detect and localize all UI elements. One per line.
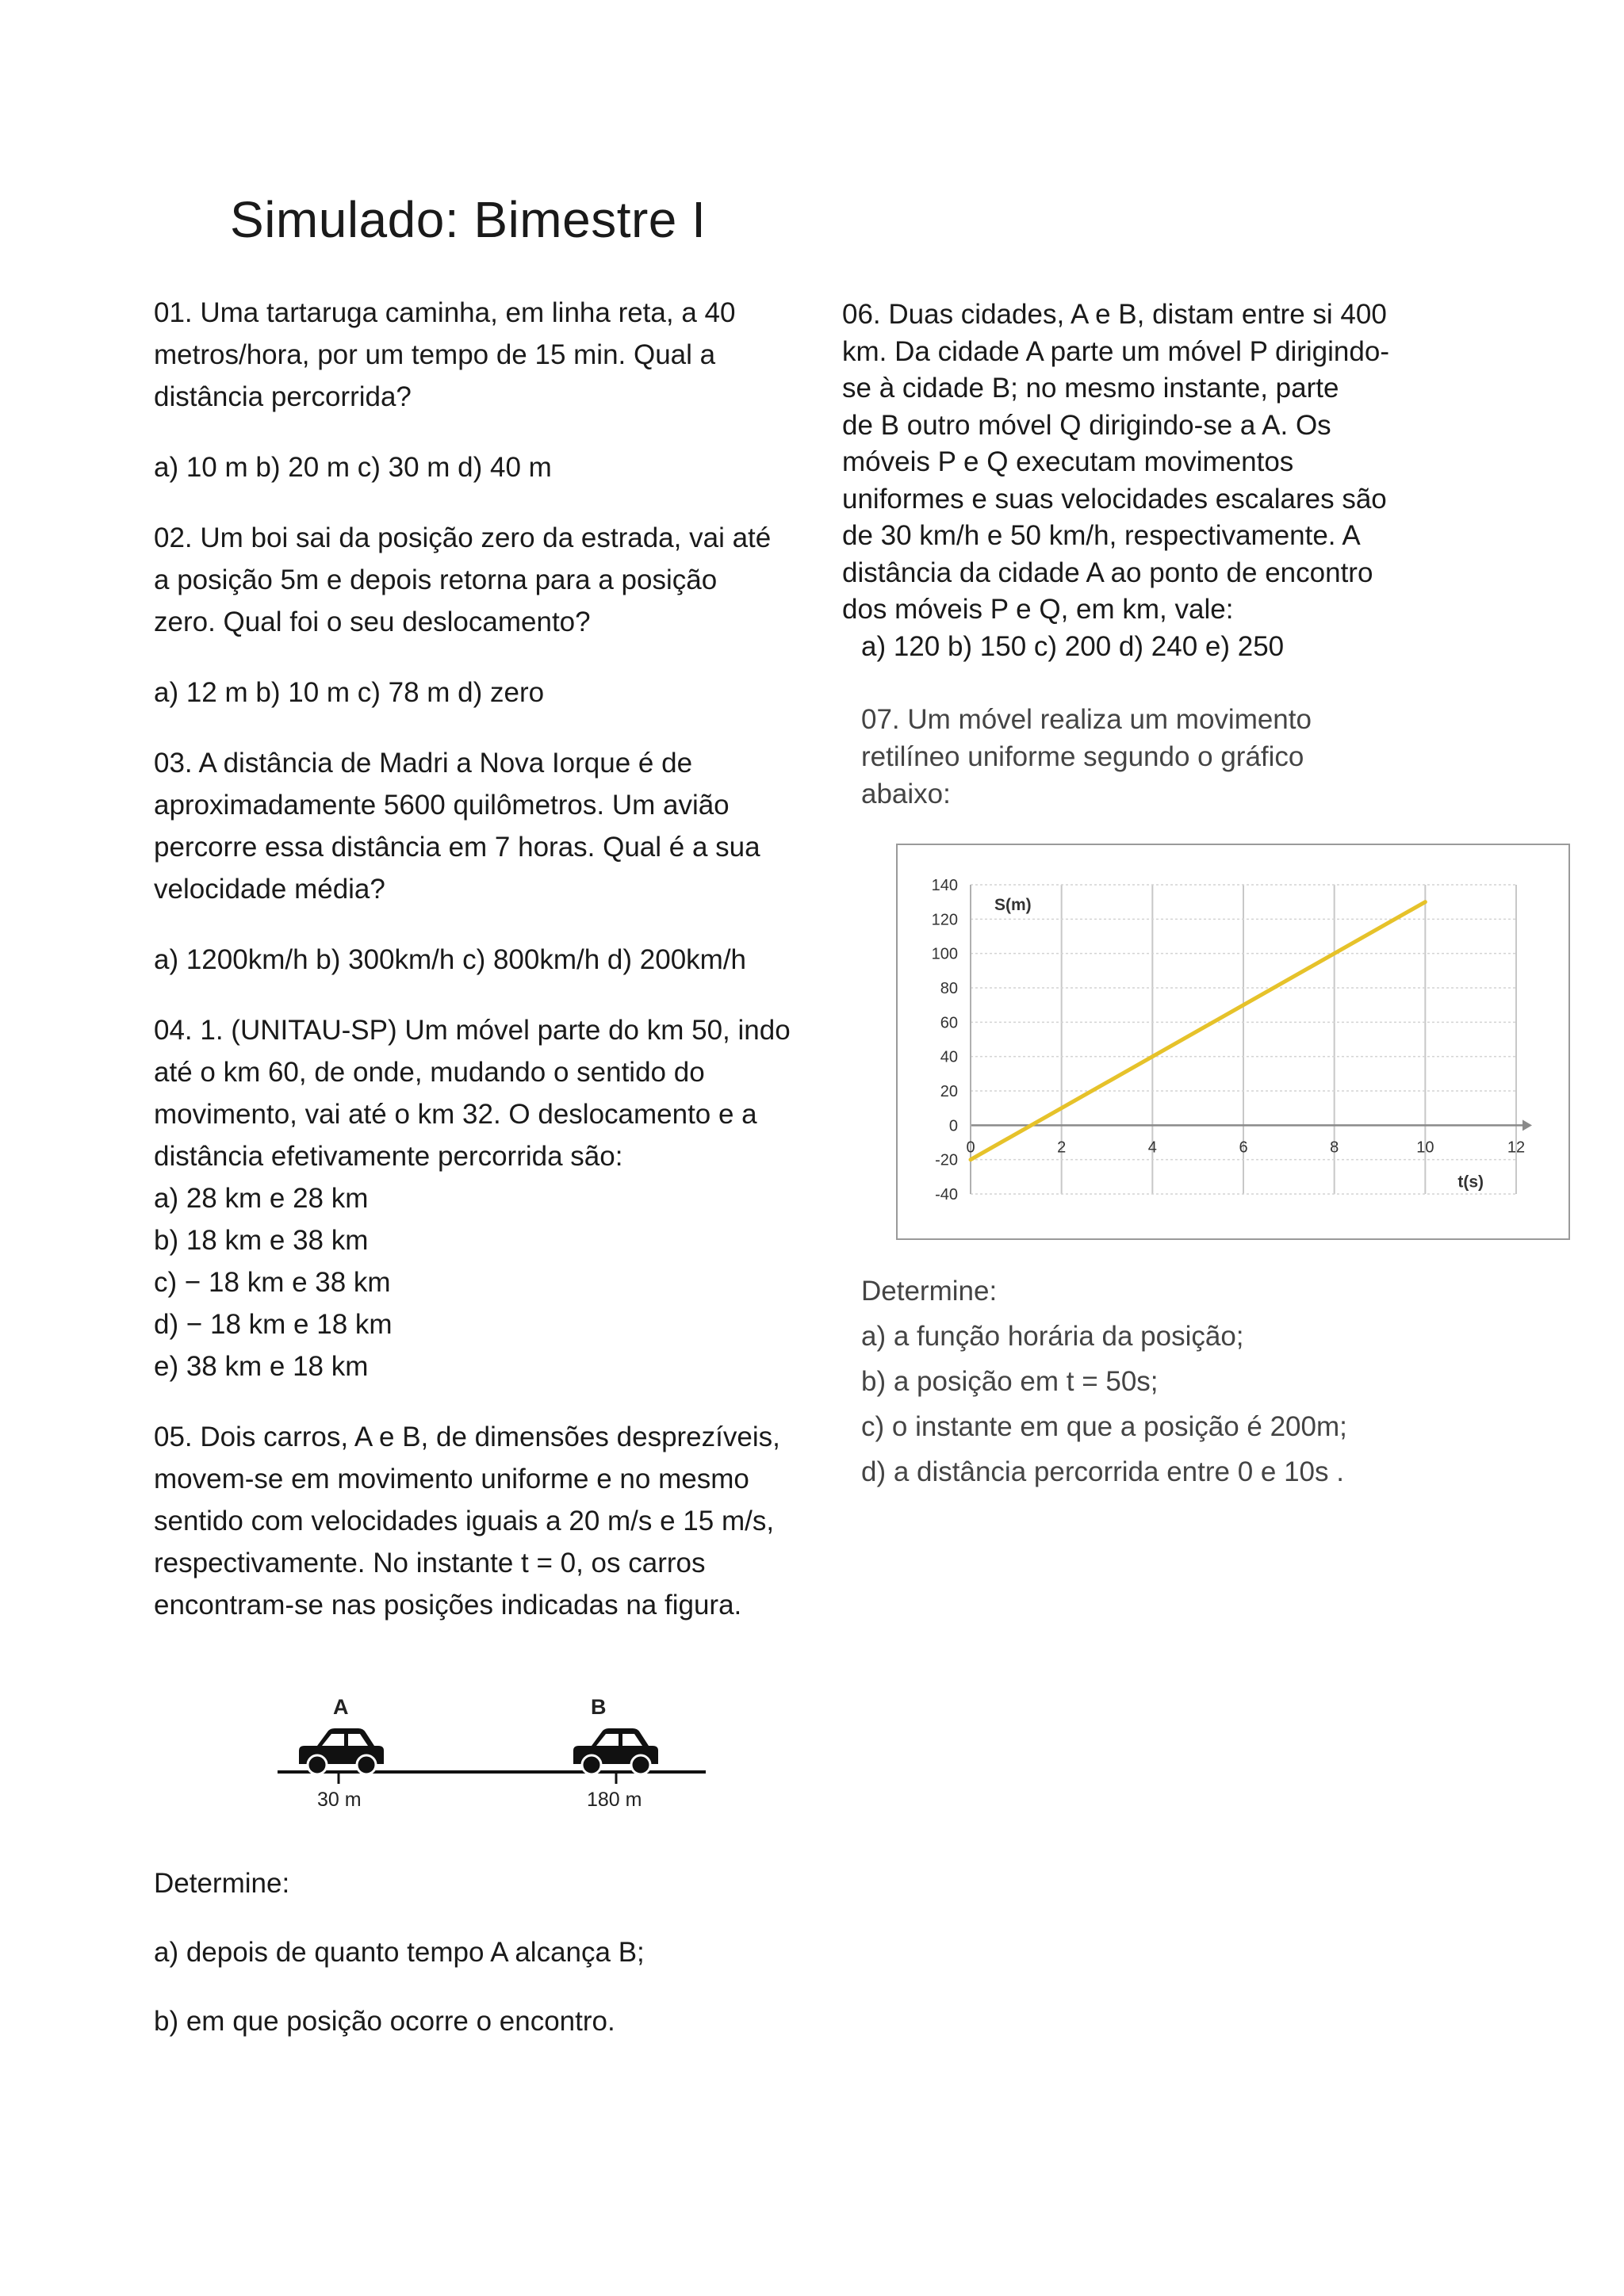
determine-label: Determine: — [861, 1276, 998, 1307]
determine-item: b) a posição em t = 50s; — [861, 1366, 1159, 1397]
question-text-line: a posição 5m e depois retorna para a posição — [154, 564, 718, 595]
question-text-line: 05. Dois carros, A e B, de dimensões desprezíveis, — [154, 1422, 780, 1452]
question-text-line: móveis P e Q executam movimentos — [842, 446, 1294, 477]
answer-option: c) − 18 km e 38 km — [154, 1267, 391, 1298]
page-title: Simulado: Bimestre I — [230, 191, 707, 248]
chart-svg — [898, 845, 1568, 1238]
question-text-line: retilíneo uniforme segundo o gráfico — [861, 741, 1304, 772]
question-text-line: dos móveis P e Q, em km, vale: — [842, 594, 1234, 625]
determine-item: b) em que posição ocorre o encontro. — [154, 2006, 615, 2037]
y-tick-label: 80 — [940, 980, 958, 997]
x-axis-label: t(s) — [1457, 1173, 1484, 1192]
y-tick-label: -20 — [935, 1151, 958, 1169]
determine-item: a) a função horária da posição; — [861, 1321, 1244, 1352]
y-tick-label: 140 — [931, 877, 958, 894]
question-text-line: distância da cidade A ao ponto de encontro — [842, 557, 1373, 588]
question-text-line: 02. Um boi sai da posição zero da estrada, vai até — [154, 522, 772, 553]
determine-label: Determine: — [154, 1868, 290, 1899]
question-text-line: distância percorrida? — [154, 381, 412, 412]
x-axis-arrow — [1522, 1119, 1532, 1131]
question-01 — [154, 292, 804, 418]
position-time-chart — [896, 844, 1570, 1240]
question-text-line: uniformes e suas velocidades escalares são — [842, 483, 1387, 515]
car-b-position: 180 m — [587, 1789, 642, 1811]
question-05-determine — [154, 1849, 645, 2056]
y-tick-label: 40 — [940, 1048, 958, 1066]
question-02 — [154, 517, 804, 643]
y-tick-label: 120 — [931, 911, 958, 929]
question-text-line: aproximadamente 5600 quilômetros. Um avião — [154, 790, 730, 821]
question-text-line: velocidade média? — [154, 874, 385, 905]
x-tick-label: 12 — [1507, 1138, 1526, 1157]
question-text-line: movimento, vai até o km 32. O deslocamento e a — [154, 1099, 757, 1130]
determine-item: a) depois de quanto tempo A alcança B; — [154, 1937, 645, 1968]
y-tick-label: 100 — [931, 945, 958, 963]
x-tick-label: 10 — [1416, 1138, 1434, 1157]
question-text-line: até o km 60, de onde, mudando o sentido do — [154, 1057, 705, 1088]
answer-option: a) 28 km e 28 km — [154, 1183, 369, 1214]
question-text-line: zero. Qual foi o seu deslocamento? — [154, 607, 591, 637]
question-text-line: percorre essa distância em 7 horas. Qual é a sua — [154, 832, 760, 863]
series-line — [971, 902, 1425, 1160]
x-tick-label: 2 — [1057, 1138, 1067, 1157]
left-column — [154, 292, 804, 1655]
question-03-options: a) 1200km/h b) 300km/h c) 800km/h d) 200km/h — [154, 944, 747, 975]
question-05 — [154, 1416, 804, 1626]
question-text-line: abaixo: — [861, 779, 951, 809]
car-b-icon — [573, 1728, 658, 1774]
y-tick-label: 20 — [940, 1083, 958, 1100]
y-tick-label: 60 — [940, 1014, 958, 1032]
answer-option: d) − 18 km e 18 km — [154, 1309, 393, 1340]
question-07-determine — [861, 1269, 1347, 1494]
car-b-label: B — [591, 1695, 607, 1719]
question-07 — [861, 701, 1394, 813]
question-text-line: respectivamente. No instante t = 0, os carros — [154, 1548, 706, 1578]
car-a-label: A — [333, 1695, 349, 1719]
determine-item: c) o instante em que a posição é 200m; — [861, 1411, 1347, 1442]
y-axis-label: S(m) — [994, 896, 1032, 914]
y-tick-label: 0 — [948, 1117, 958, 1135]
x-tick-label: 6 — [1239, 1138, 1248, 1157]
car-a-position: 30 m — [317, 1789, 362, 1811]
question-text-line: km. Da cidade A parte um móvel P dirigindo- — [842, 335, 1389, 367]
question-06 — [842, 297, 1413, 665]
question-04 — [154, 1009, 804, 1387]
question-text-line: 01. Uma tartaruga caminha, em linha reta, a 40 — [154, 297, 736, 328]
question-02-options: a) 12 m b) 10 m c) 78 m d) zero — [154, 677, 545, 708]
question-text-line: se à cidade B; no mesmo instante, parte — [842, 373, 1339, 404]
question-text-line: de 30 km/h e 50 km/h, respectivamente. A — [842, 520, 1361, 551]
question-text-line: distância efetivamente percorrida são: — [154, 1141, 623, 1172]
question-text-line: 06. Duas cidades, A e B, distam entre si 400 — [842, 299, 1387, 330]
determine-item: d) a distância percorrida entre 0 e 10s . — [861, 1456, 1344, 1487]
question-01-options: a) 10 m b) 20 m c) 30 m d) 40 m — [154, 452, 552, 483]
question-text-line: de B outro móvel Q dirigindo-se a A. Os — [842, 409, 1331, 441]
question-text-line: 03. A distância de Madri a Nova Iorque é de — [154, 748, 693, 779]
answer-option: b) 18 km e 38 km — [154, 1225, 369, 1256]
x-tick-label: 4 — [1147, 1138, 1157, 1157]
question-text-line: 04. 1. (UNITAU-SP) Um móvel parte do km 50, indo — [154, 1015, 791, 1046]
cars-figure — [270, 1681, 714, 1827]
question-text-line: metros/hora, por um tempo de 15 min. Qual a — [154, 339, 716, 370]
y-tick-label: -40 — [935, 1186, 958, 1203]
x-tick-label: 8 — [1330, 1138, 1339, 1157]
question-06-options: a) 120 b) 150 c) 200 d) 240 e) 250 — [861, 630, 1285, 662]
x-tick-label: 0 — [966, 1138, 975, 1157]
question-text-line: encontram-se nas posições indicadas na figura. — [154, 1590, 742, 1621]
answer-option: e) 38 km e 18 km — [154, 1351, 369, 1382]
question-text-line: sentido com velocidades iguais a 20 m/s e 15 m/s, — [154, 1506, 775, 1536]
car-a-icon — [299, 1728, 384, 1774]
question-text-line: 07. Um móvel realiza um movimento — [861, 704, 1312, 735]
question-03 — [154, 742, 804, 910]
question-text-line: movem-se em movimento uniforme e no mesmo — [154, 1464, 749, 1494]
